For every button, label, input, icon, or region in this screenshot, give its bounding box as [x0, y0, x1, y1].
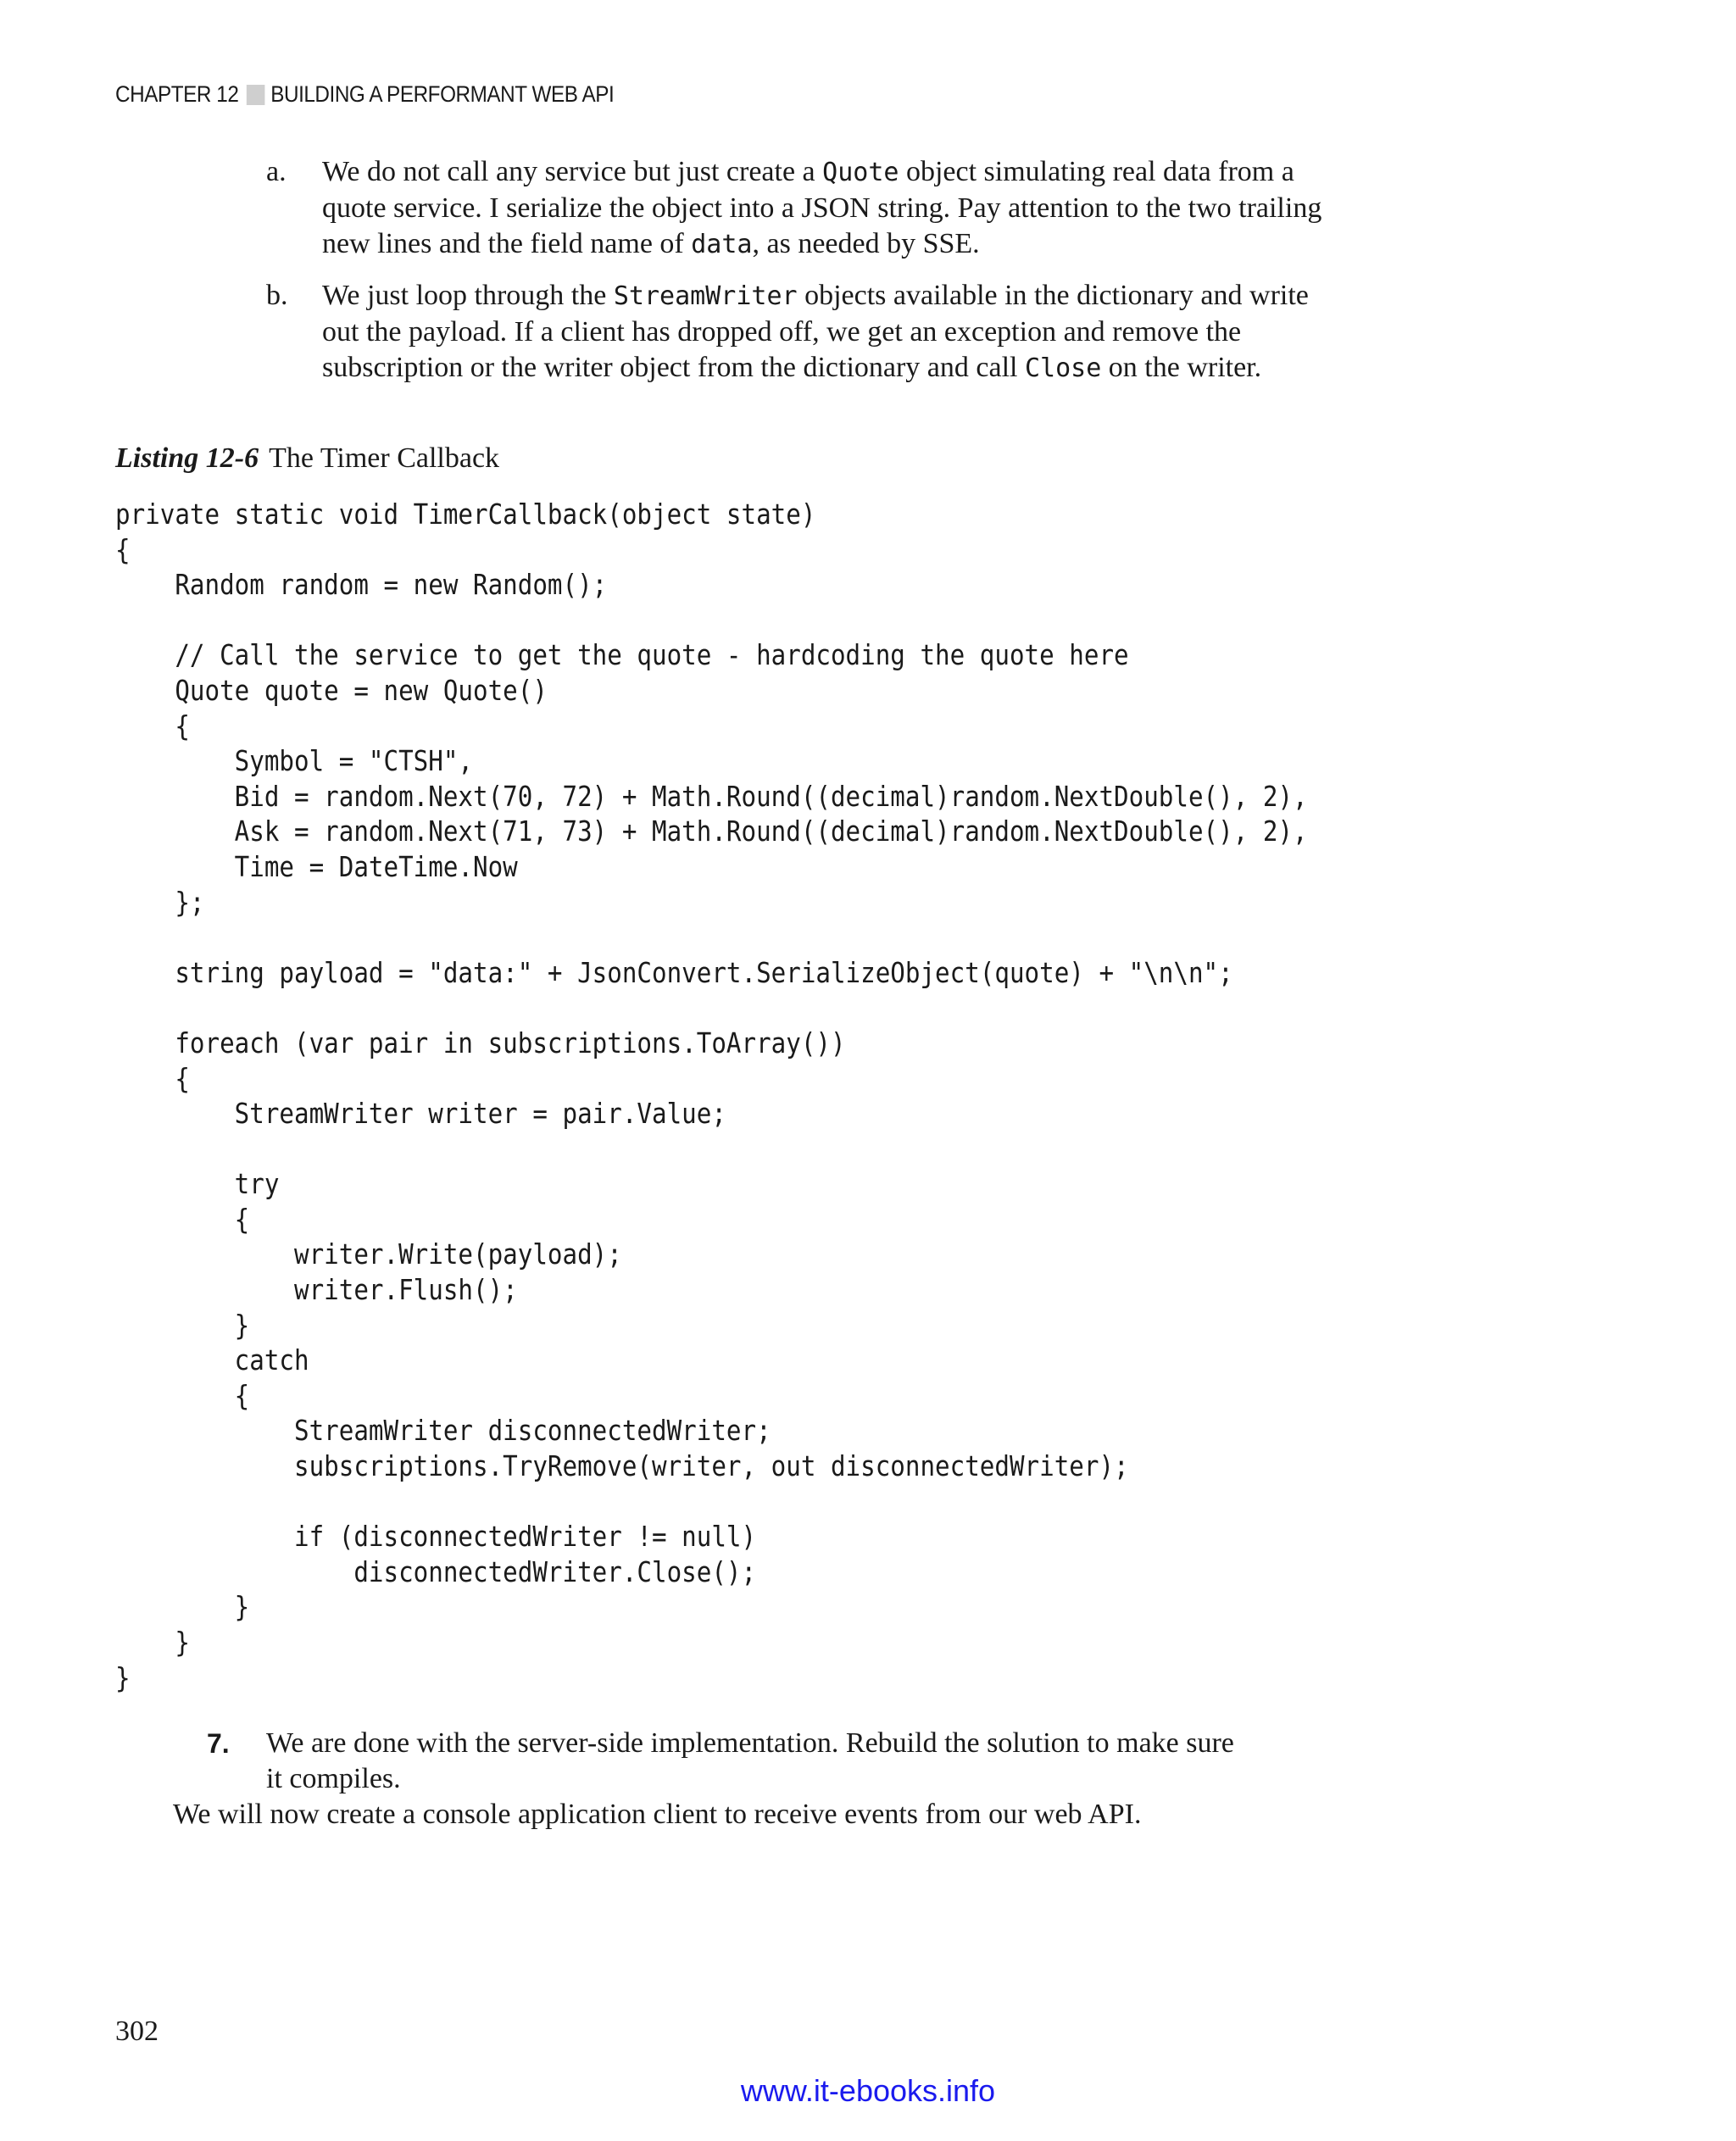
square-separator-icon: [246, 85, 264, 105]
page-number: 302: [115, 2016, 159, 2047]
listing-label: Listing 12-6: [115, 442, 259, 474]
text-line: [322, 278, 1399, 314]
list-item-text: [322, 278, 1399, 386]
chapter-label: CHAPTER 12: [115, 81, 239, 107]
list-marker: a.: [266, 156, 287, 187]
step-number: 7.: [207, 1728, 230, 1759]
text-segment: objects available in the dictionary and write: [797, 280, 1309, 311]
chapter-title: BUILDING A PERFORMANT WEB API: [270, 81, 615, 107]
inline-code: Quote: [822, 158, 899, 187]
text-line: it compiles.: [266, 1763, 401, 1794]
text-segment: new lines and the field name of: [322, 228, 692, 259]
step-text: [266, 1726, 1368, 1797]
inline-code: Close: [1024, 353, 1102, 383]
listing-title: The Timer Callback: [269, 442, 500, 474]
listing-caption: [115, 441, 499, 476]
running-header: [115, 81, 614, 108]
list-item-text: [322, 154, 1399, 263]
text-segment: object simulating real data from a: [899, 156, 1294, 187]
text-line: We are done with the server-side implementation. Rebuild the solution to make sure: [266, 1727, 1234, 1759]
inline-code: StreamWriter: [613, 281, 798, 311]
footer-link[interactable]: www.it-ebooks.info: [740, 2073, 996, 2108]
text-line: [322, 154, 1399, 191]
text-line: quote service. I serialize the object into a JSON string. Pay attention to the two trailing: [322, 192, 1322, 224]
text-segment: on the writer.: [1101, 352, 1262, 383]
text-segment: , as needed by SSE.: [752, 228, 980, 259]
body-paragraph: We will now create a console application client to receive events from our web API.: [173, 1799, 1142, 1830]
text-segment: We do not call any service but just create a: [322, 156, 823, 187]
list-marker: b.: [266, 280, 288, 311]
text-segment: We just loop through the: [322, 280, 614, 311]
code-listing: private static void TimerCallback(object state) { Random random = new Random(); // Call the service to get the quote - hardcoding the quote here Quote quote = new Quote() { Symbol = "CTSH", Bid = random.Next(70, 72) + Math.Round((decimal)random.NextDouble(), 2), Ask = random.Next(71, 73) + Math.Round((decimal)random.NextDouble(), 2), Time = DateTime.Now }; string payload = "data:" + JsonConvert.SerializeObject(quote) + "\n\n"; foreach (var pair in subscriptions.ToArray()) { StreamWriter writer = pair.Value; try { writer.Write(payload); writer.Flush(); } catch { StreamWriter disconnectedWriter; subscriptions.TryRemove(writer, out disconnectedWriter); if (disconnectedWriter != null) disconnectedWriter.Close(); } } }: [115, 498, 1308, 1694]
text-line: [322, 226, 1399, 263]
inline-code: data: [691, 230, 753, 259]
text-line: out the payload. If a client has dropped off, we get an exception and remove the: [322, 316, 1242, 348]
text-segment: subscription or the writer object from the dictionary and call: [322, 352, 1025, 383]
text-line: [322, 350, 1399, 386]
